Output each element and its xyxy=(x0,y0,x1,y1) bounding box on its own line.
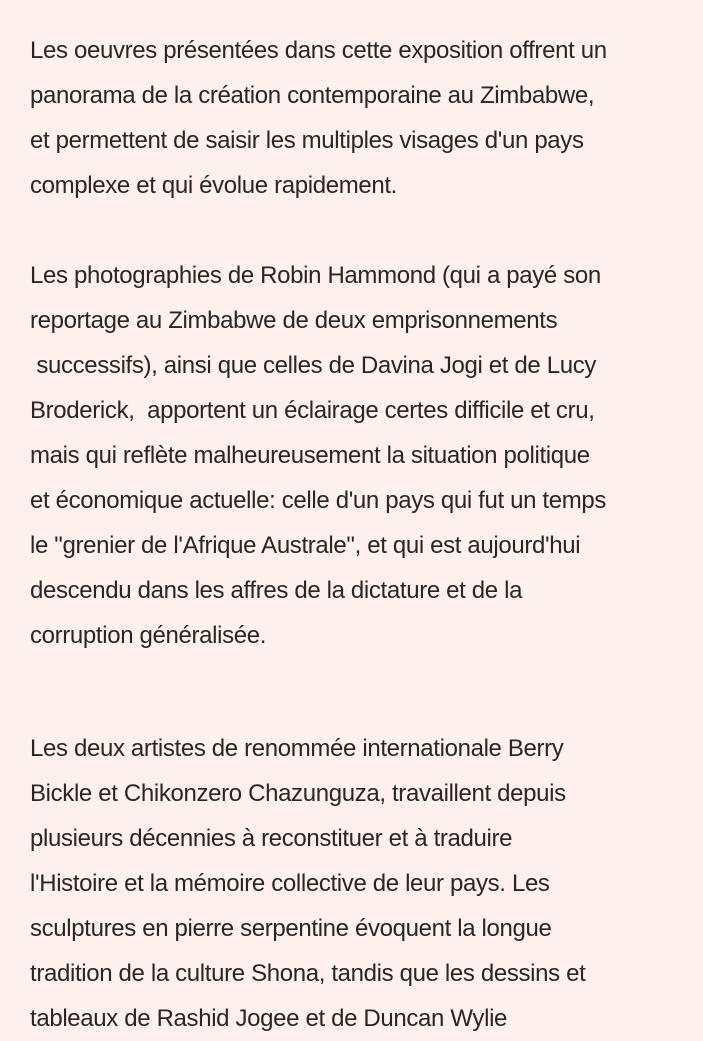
text-line: Les photographies de Robin Hammond (qui a payé son xyxy=(30,262,601,289)
paragraph-photographies xyxy=(30,253,680,658)
text-line: et permettent de saisir les multiples visages d'un pays xyxy=(30,127,584,154)
text-line: successifs), ainsi que celles de Davina Jogi et de Lucy xyxy=(30,352,597,379)
text-line: le "grenier de l'Afrique Australe", et qui est aujourd'hui xyxy=(30,532,581,559)
text-line: et économique actuelle: celle d'un pays qui fut un temps xyxy=(30,487,607,514)
text-line: Les oeuvres présentées dans cette exposition offrent un xyxy=(30,37,607,64)
text-line: Bickle et Chikonzero Chazunguza, travaillent depuis xyxy=(30,780,566,807)
paragraph-spacer xyxy=(30,208,680,253)
text-line: reportage au Zimbabwe de deux emprisonnements xyxy=(30,307,558,334)
text-line: panorama de la création contemporaine au Zimbabwe, xyxy=(30,82,595,109)
text-line: sculptures en pierre serpentine évoquent la longue xyxy=(30,915,552,942)
text-line: complexe et qui évolue rapidement. xyxy=(30,172,397,199)
paragraph-artistes xyxy=(30,726,680,1041)
text-line: l'Histoire et la mémoire collective de leur pays. Les xyxy=(30,870,550,897)
text-line: descendu dans les affres de la dictature et de la xyxy=(30,577,523,604)
text-line: tableaux de Rashid Jogee et de Duncan Wylie xyxy=(30,1005,508,1032)
paragraph-intro xyxy=(30,28,680,208)
text-line: corruption généralisée. xyxy=(30,622,267,649)
text-line: Les deux artistes de renommée internationale Berry xyxy=(30,735,564,762)
text-line: tradition de la culture Shona, tandis que les dessins et xyxy=(30,960,586,987)
text-line: plusieurs décennies à reconstituer et à traduire xyxy=(30,825,513,852)
text-line: Broderick, apportent un éclairage certes difficile et cru, xyxy=(30,397,595,424)
paragraph-spacer xyxy=(30,658,680,726)
text-line: mais qui reflète malheureusement la situation politique xyxy=(30,442,590,469)
article-body xyxy=(30,28,680,1041)
